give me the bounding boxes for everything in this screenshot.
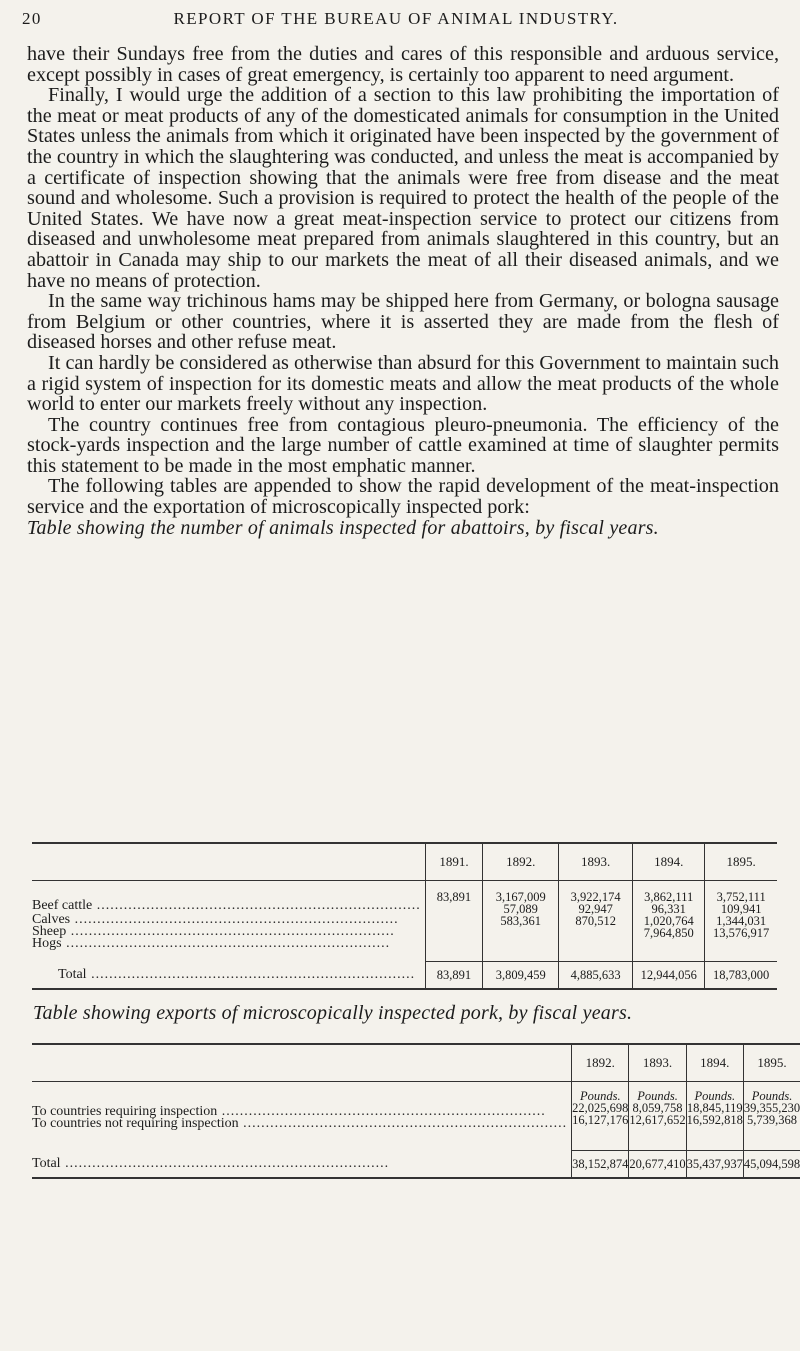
paragraph: It can hardly be considered as otherwise than absurd for this Government to maintain such a rigid system of inspection for its domestic meats and allow the meat products of the whole world to enter our markets freely without any inspection. bbox=[27, 351, 779, 416]
cell: 7,964,850 bbox=[643, 926, 694, 940]
cell: 13,576,917 bbox=[713, 926, 770, 940]
year-header: 1893. bbox=[629, 1044, 686, 1082]
year-column bbox=[686, 1082, 743, 1151]
cell: 92,947 bbox=[578, 902, 613, 916]
paragraph: The country continues free from contagious pleuro-pneumonia. The efficiency of the stock-yards inspection and the large number of cattle examined at time of slaughter permits this statement to be made in the most emphatic manner. bbox=[27, 413, 779, 477]
total-cell: 83,891 bbox=[425, 962, 482, 990]
row-labels bbox=[32, 881, 425, 962]
cell: 1,344,031 bbox=[716, 914, 767, 928]
running-header bbox=[22, 4, 782, 34]
table-row bbox=[32, 881, 777, 962]
year-header: 1895. bbox=[743, 1044, 800, 1082]
cell: 3,922,174 bbox=[570, 890, 621, 904]
year-column bbox=[743, 1082, 800, 1151]
unit-label: Pounds. bbox=[637, 1089, 678, 1103]
total-cell: 3,809,459 bbox=[483, 962, 559, 990]
row-labels bbox=[32, 1082, 572, 1151]
total-cell: 4,885,633 bbox=[559, 962, 633, 990]
year-column bbox=[483, 881, 559, 962]
cell: 109,941 bbox=[720, 902, 762, 916]
paragraph: In the same way trichinous hams may be shipped here from Germany, or bologna sausage from Belgium or other countries, where it is asserted they are made from the flesh of diseased horses and other refuse meat. bbox=[27, 290, 779, 354]
page-number: 20 bbox=[22, 9, 42, 28]
total-cell: 12,944,056 bbox=[633, 962, 705, 990]
table2-corner bbox=[32, 1044, 572, 1082]
row-label: Sheep ..... bbox=[32, 926, 421, 938]
cell: 16,127,176 bbox=[572, 1113, 629, 1127]
cell: 5,739,368 bbox=[747, 1113, 798, 1127]
cell: 39,355,230 bbox=[743, 1101, 800, 1115]
year-header: 1895. bbox=[705, 843, 777, 881]
total-cell: 35,437,937 bbox=[686, 1151, 743, 1179]
row-label: To countries not requiring inspection ..... bbox=[32, 1118, 567, 1130]
running-title: REPORT OF THE BUREAU OF ANIMAL INDUSTRY. bbox=[173, 9, 619, 28]
cell: 870,512 bbox=[575, 914, 616, 928]
cell: 96,331 bbox=[651, 902, 686, 916]
cell: 16,592,818 bbox=[686, 1113, 743, 1127]
row-label: To countries requiring inspection ..... bbox=[32, 1106, 567, 1118]
table1-corner bbox=[32, 843, 425, 881]
cell: 1,020,764 bbox=[643, 914, 694, 928]
pork-exports-table bbox=[32, 1043, 800, 1179]
cell: 22,025,698 bbox=[572, 1101, 629, 1115]
total-label-text: Total ..... bbox=[32, 1156, 389, 1171]
paragraph: have their Sundays free from the duties and cares of this responsible and arduous service, except possibly in cases of great emergency, is certainly too apparent to need argument. bbox=[27, 43, 779, 86]
year-header: 1893. bbox=[559, 843, 633, 881]
row-label: Calves ..... bbox=[32, 914, 421, 926]
year-column bbox=[572, 1082, 629, 1151]
total-label bbox=[32, 962, 425, 990]
table1-caption: Table showing the number of animals inspected for abattoirs, by fiscal years. bbox=[27, 516, 659, 539]
unit-label: Pounds. bbox=[751, 1089, 793, 1103]
total-cell: 45,094,598 bbox=[743, 1151, 800, 1179]
table-row bbox=[32, 1082, 800, 1151]
year-column bbox=[633, 881, 705, 962]
unit-label: Pounds. bbox=[579, 1089, 621, 1103]
table2-caption: Table showing exports of microscopically inspected pork, by fiscal years. bbox=[33, 1002, 633, 1024]
year-header: 1892. bbox=[572, 1044, 629, 1082]
cell: 3,862,111 bbox=[644, 890, 694, 904]
total-cell: 20,677,410 bbox=[629, 1151, 686, 1179]
row-label: Beef cattle ..... bbox=[32, 891, 421, 914]
animals-inspected-table bbox=[32, 842, 777, 990]
cell: 583,361 bbox=[500, 914, 541, 928]
body-text bbox=[27, 44, 779, 538]
cell: 18,845,119 bbox=[686, 1101, 743, 1115]
table-total-row bbox=[32, 962, 777, 990]
total-cell: 18,783,000 bbox=[705, 962, 777, 990]
year-column bbox=[705, 881, 777, 962]
cell: 3,752,111 bbox=[716, 890, 766, 904]
paragraph: Finally, I would urge the addition of a section to this law prohibiting the importation of the meat or meat products of any of the domesticated animals for consumption in the United States unless the animals from which it originated have been inspected by the government of the country in which the slaughtering was conducted, and unless the meat is accompanied by a certificate of inspection showing that the animals were free from disease and the meat sound and wholesome. Such a provision is required to protect the health of the people of the United States. We have now a great meat-inspection service to protect our citizens from diseased and unwholesome meat prepared from animals slaughtered in this country, but an abattoir in Canada may ship to our markets the meat of all their diseased animals, and we have no means of protection. bbox=[27, 84, 779, 292]
cell: 57,089 bbox=[503, 902, 538, 916]
year-column bbox=[425, 881, 482, 962]
total-cell: 38,152,874 bbox=[572, 1151, 629, 1179]
row-label: Hogs ..... bbox=[32, 938, 421, 950]
paragraph: The following tables are appended to show the rapid development of the meat-inspection service and the exportation of microscopically inspected pork: bbox=[27, 475, 779, 519]
year-header: 1892. bbox=[483, 843, 559, 881]
cell: 8,059,758 bbox=[632, 1101, 683, 1115]
cell: 83,891 bbox=[436, 890, 472, 904]
cell: 12,617,652 bbox=[629, 1113, 686, 1127]
year-header: 1891. bbox=[425, 843, 482, 881]
year-column bbox=[629, 1082, 686, 1151]
year-header: 1894. bbox=[633, 843, 705, 881]
total-label bbox=[32, 1151, 572, 1179]
total-label-text: Total ..... bbox=[58, 967, 415, 982]
year-header: 1894. bbox=[686, 1044, 743, 1082]
cell: 3,167,009 bbox=[495, 890, 546, 904]
year-column bbox=[559, 881, 633, 962]
table-total-row bbox=[32, 1151, 800, 1179]
unit-label: Pounds. bbox=[694, 1089, 736, 1103]
